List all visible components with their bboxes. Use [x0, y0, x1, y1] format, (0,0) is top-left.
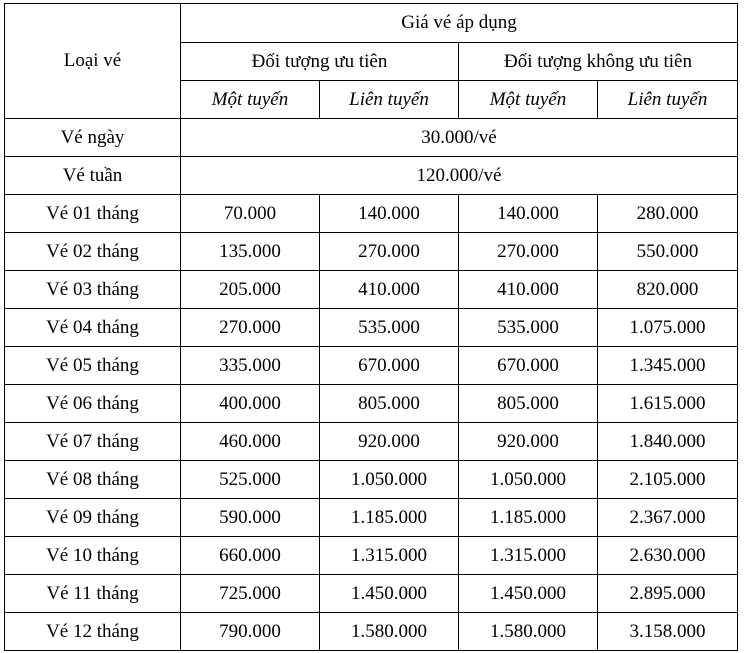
price-cell: 670.000 — [320, 347, 459, 385]
price-cell: 550.000 — [598, 233, 738, 271]
row-label: Vé 04 tháng — [5, 309, 181, 347]
table-row — [5, 613, 738, 651]
applied-fare-header: Giá vé áp dụng — [181, 4, 738, 43]
priority-group-header: Đối tượng ưu tiên — [181, 43, 459, 81]
table-row — [5, 499, 738, 537]
price-cell: 135.000 — [181, 233, 320, 271]
price-cell: 1.315.000 — [459, 537, 598, 575]
price-cell: 535.000 — [459, 309, 598, 347]
non-priority-group-header: Đối tượng không ưu tiên — [459, 43, 738, 81]
row-label: Vé tuần — [5, 157, 181, 195]
price-cell: 270.000 — [459, 233, 598, 271]
price-cell: 410.000 — [320, 271, 459, 309]
row-label: Vé 12 tháng — [5, 613, 181, 651]
price-cell: 2.105.000 — [598, 461, 738, 499]
row-label: Vé 05 tháng — [5, 347, 181, 385]
ticket-type-header: Loại vé — [5, 4, 181, 119]
price-cell: 400.000 — [181, 385, 320, 423]
price-cell: 1.050.000 — [320, 461, 459, 499]
row-label: Vé 02 tháng — [5, 233, 181, 271]
price-cell: 535.000 — [320, 309, 459, 347]
non-priority-multi-route-header: Liên tuyến — [598, 81, 738, 119]
row-label: Vé 11 tháng — [5, 575, 181, 613]
price-cell: 790.000 — [181, 613, 320, 651]
price-cell: 1.580.000 — [320, 613, 459, 651]
row-label: Vé 08 tháng — [5, 461, 181, 499]
price-cell: 805.000 — [459, 385, 598, 423]
flat-price-cell: 30.000/vé — [181, 119, 738, 157]
price-cell: 70.000 — [181, 195, 320, 233]
fare-table — [4, 3, 738, 651]
price-cell: 2.367.000 — [598, 499, 738, 537]
price-cell: 2.895.000 — [598, 575, 738, 613]
price-cell: 280.000 — [598, 195, 738, 233]
table-row — [5, 461, 738, 499]
table-row — [5, 195, 738, 233]
price-cell: 410.000 — [459, 271, 598, 309]
priority-multi-route-header: Liên tuyến — [320, 81, 459, 119]
table-row — [5, 385, 738, 423]
row-label: Vé 07 tháng — [5, 423, 181, 461]
price-cell: 1.450.000 — [459, 575, 598, 613]
price-cell: 1.050.000 — [459, 461, 598, 499]
table-row — [5, 233, 738, 271]
price-cell: 270.000 — [320, 233, 459, 271]
price-cell: 525.000 — [181, 461, 320, 499]
price-cell: 1.580.000 — [459, 613, 598, 651]
price-cell: 1.185.000 — [320, 499, 459, 537]
price-cell: 920.000 — [320, 423, 459, 461]
non-priority-single-route-header: Một tuyến — [459, 81, 598, 119]
table-row — [5, 575, 738, 613]
price-cell: 1.840.000 — [598, 423, 738, 461]
price-cell: 670.000 — [459, 347, 598, 385]
row-label: Vé 10 tháng — [5, 537, 181, 575]
price-cell: 590.000 — [181, 499, 320, 537]
table-row — [5, 271, 738, 309]
price-cell: 1.075.000 — [598, 309, 738, 347]
row-label: Vé 09 tháng — [5, 499, 181, 537]
table-row — [5, 119, 738, 157]
price-cell: 725.000 — [181, 575, 320, 613]
price-cell: 270.000 — [181, 309, 320, 347]
price-cell: 1.315.000 — [320, 537, 459, 575]
monthly-rows — [5, 195, 738, 651]
priority-single-route-header: Một tuyến — [181, 81, 320, 119]
price-cell: 1.615.000 — [598, 385, 738, 423]
price-cell: 920.000 — [459, 423, 598, 461]
price-cell: 460.000 — [181, 423, 320, 461]
price-cell: 335.000 — [181, 347, 320, 385]
price-cell: 805.000 — [320, 385, 459, 423]
table-row — [5, 309, 738, 347]
row-label: Vé 01 tháng — [5, 195, 181, 233]
price-cell: 820.000 — [598, 271, 738, 309]
price-cell: 1.450.000 — [320, 575, 459, 613]
table-row — [5, 347, 738, 385]
row-label: Vé ngày — [5, 119, 181, 157]
table-row — [5, 423, 738, 461]
price-cell: 140.000 — [459, 195, 598, 233]
table-row — [5, 537, 738, 575]
price-cell: 140.000 — [320, 195, 459, 233]
price-cell: 205.000 — [181, 271, 320, 309]
price-cell: 1.185.000 — [459, 499, 598, 537]
price-cell: 1.345.000 — [598, 347, 738, 385]
row-label: Vé 06 tháng — [5, 385, 181, 423]
price-cell: 3.158.000 — [598, 613, 738, 651]
table-row — [5, 157, 738, 195]
row-label: Vé 03 tháng — [5, 271, 181, 309]
flat-price-cell: 120.000/vé — [181, 157, 738, 195]
price-cell: 660.000 — [181, 537, 320, 575]
price-cell: 2.630.000 — [598, 537, 738, 575]
